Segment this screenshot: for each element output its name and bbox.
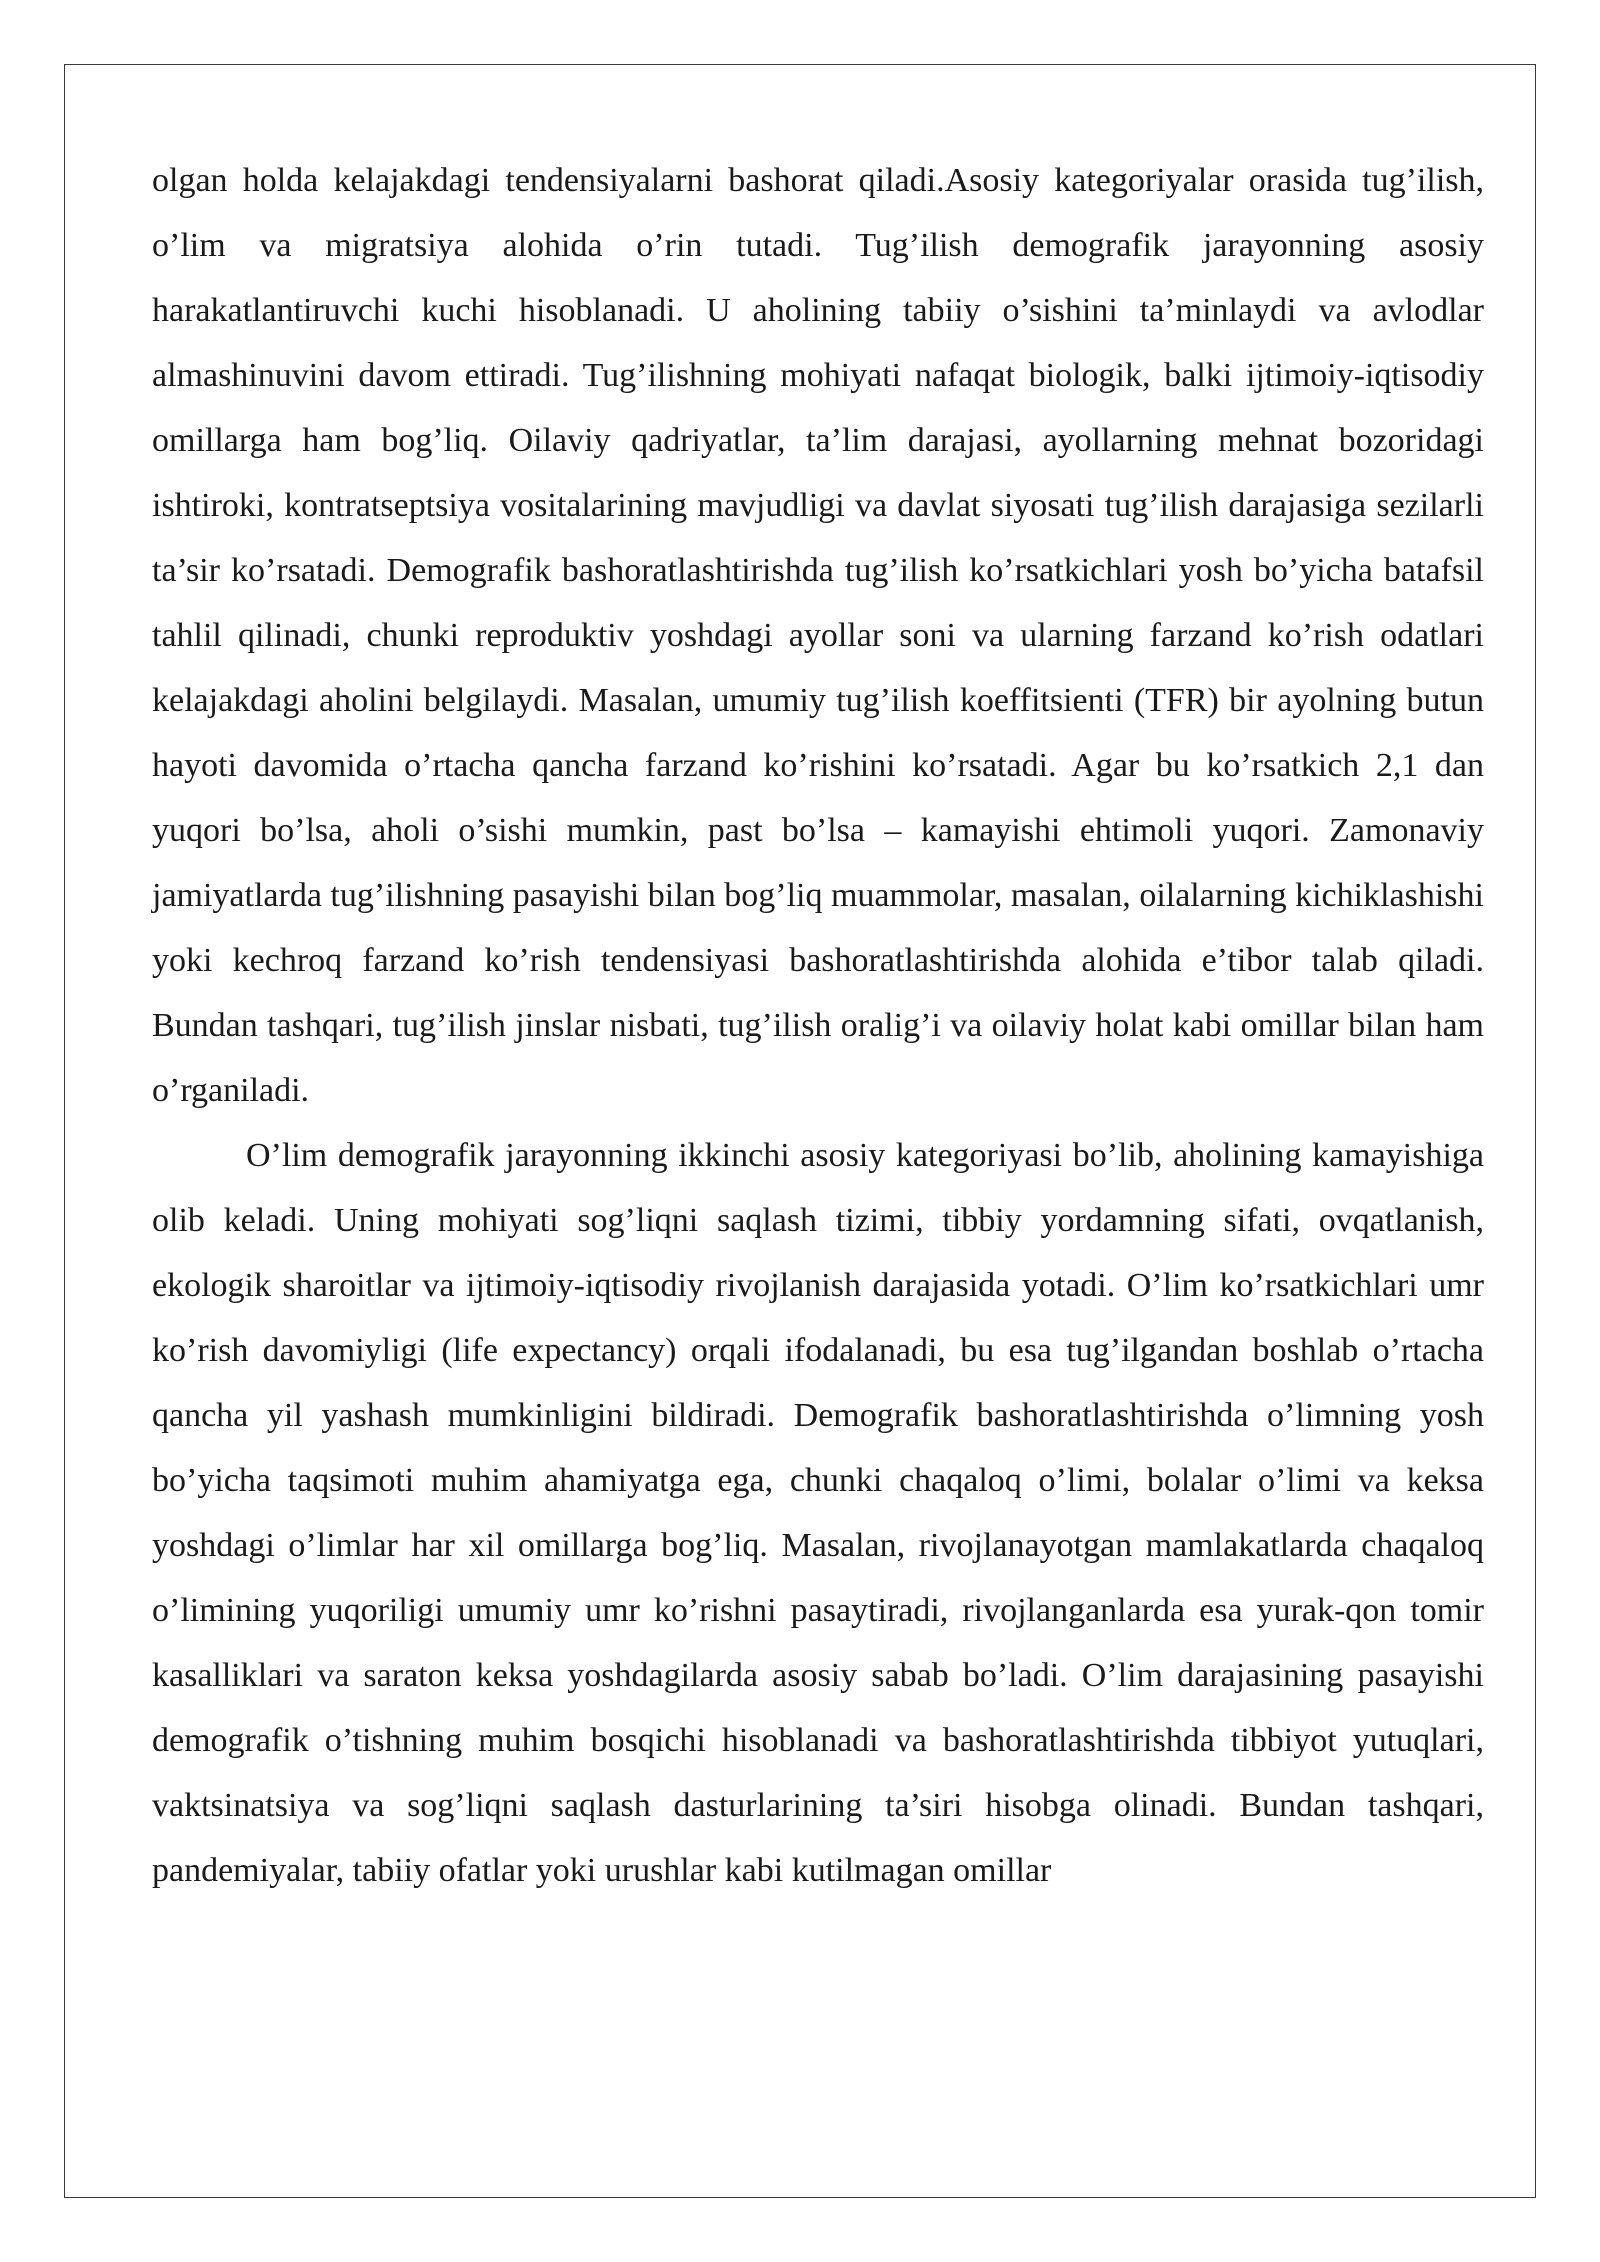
paragraph-fertility: olgan holda kelajakdagi tendensiyalarni bashorat qiladi.Asosiy kategoriyalar orasida tug’ilish, o’lim va migratsiya alohida o’rin tutadi. Tug’ilish demografik jarayonning asosiy harakatlantiruvchi kuchi hisoblanadi. U aholining tabiiy o’sishini ta’minlaydi va avlodlar almashinuvini davom ettiradi. Tug’ilishning mohiyati nafaqat biologik, balki ijtimoiy-iqtisodiy omillarga ham bog’liq. Oilaviy qadriyatlar, ta’lim darajasi, ayollarning mehnat bozoridagi ishtiroki, kontratseptsiya vositalarining mavjudligi va davlat siyosati tug’ilish darajasiga sezilarli ta’sir ko’rsatadi. Demografik bashoratlashtirishda tug’ilish ko’rsatkichlari yosh bo’yicha batafsil tahlil qilinadi, chunki reproduktiv yoshdagi ayollar soni va ularning farzand ko’rish odatlari kelajakdagi aholini belgilaydi. Masalan, umumiy tug’ilish koeffitsienti (TFR) bir ayolning butun hayoti davomida o’rtacha qancha farzand ko’rishini ko’rsatadi. Agar bu ko’rsatkich 2,1 dan yuqori bo’lsa, aholi o’sishi mumkin, past bo’lsa – kamayishi ehtimoli yuqori. Zamonaviy jamiyatlarda tug’ilishning pasayishi bilan bog’liq muammolar, masalan, oilalarning kichiklashishi yoki kechroq farzand ko’rish tendensiyasi bashoratlashtirishda alohida e’tibor talab qiladi. Bundan tashqari, tug’ilish jinslar nisbati, tug’ilish oralig’i va oilaviy holat kabi omillar bilan ham o’rganiladi. [152,162,1484,1109]
paragraph-mortality: O’lim demografik jarayonning ikkinchi asosiy kategoriyasi bo’lib, aholining kamayishiga olib keladi. Uning mohiyati sog’liqni saqlash tizimi, tibbiy yordamning sifati, ovqatlanish, ekologik sharoitlar va ijtimoiy-iqtisodiy rivojlanish darajasida yotadi. O’lim ko’rsatkichlari umr ko’rish davomiyligi (life expectancy) orqali ifodalanadi, bu esa tug’ilgandan boshlab o’rtacha qancha yil yashash mumkinligini bildiradi. Demografik bashoratlashtirishda o’limning yosh bo’yicha taqsimoti muhim ahamiyatga ega, chunki chaqaloq o’limi, bolalar o’limi va keksa yoshdagi o’limlar har xil omillarga bog’liq. Masalan, rivojlanayotgan mamlakatlarda chaqaloq o’limining yuqoriligi umumiy umr ko’rishni pasaytiradi, rivojlanganlarda esa yurak-qon tomir kasalliklari va saraton keksa yoshdagilarda asosiy sabab bo’ladi. O’lim darajasining pasayishi demografik o’tishning muhim bosqichi hisoblanadi va bashoratlashtirishda tibbiyot yutuqlari, vaktsinatsiya va sog’liqni saqlash dasturlarining ta’siri hisobga olinadi. Bundan tashqari, pandemiyalar, tabiiy ofatlar yoki urushlar kabi kutilmagan omillar [152,1137,1484,1889]
document-body [152,148,1484,1903]
